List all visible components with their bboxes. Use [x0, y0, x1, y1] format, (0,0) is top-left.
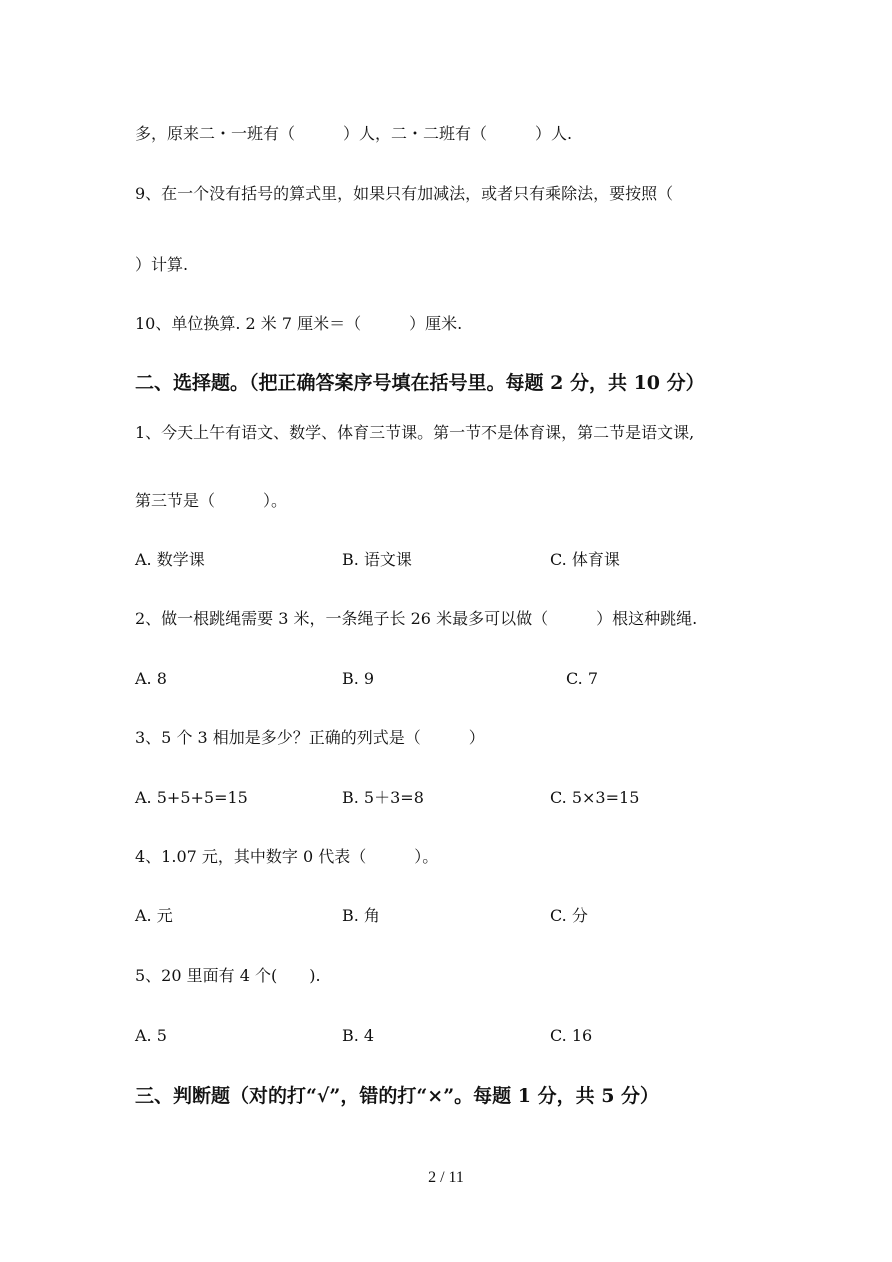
choice-1-option-b: B. 语文课 [342, 550, 412, 569]
choice-3-option-b: B. 5＋3=8 [342, 788, 424, 807]
choice-3-option-c: C. 5×3=15 [550, 788, 640, 807]
choice-4-option-a: A. 元 [135, 906, 173, 925]
choice-1-option-c: C. 体育课 [550, 550, 620, 569]
section-3-heading: 三、判断题（对的打“√”，错的打“×”。每题 1 分，共 5 分） [135, 1085, 660, 1107]
choice-4-option-c: C. 分 [550, 906, 588, 925]
choice-question-2: 2、做一根跳绳需要 3 米，一条绳子长 26 米最多可以做（ ）根这种跳绳. [135, 609, 698, 628]
choice-question-3: 3、5 个 3 相加是多少？正确的列式是（ ） [135, 728, 485, 747]
choice-5-option-a: A. 5 [135, 1026, 167, 1045]
choice-4-option-b: B. 角 [342, 906, 380, 925]
page-number: 2 / 11 [428, 1169, 464, 1186]
choice-1-option-a: A. 数学课 [135, 550, 205, 569]
choice-2-option-c: C. 7 [566, 669, 599, 688]
choice-question-1-line2: 第三节是（ ）。 [135, 491, 288, 510]
choice-question-4: 4、1.07 元，其中数字 0 代表（ ）。 [135, 847, 439, 866]
choice-5-option-b: B. 4 [342, 1026, 375, 1045]
question-9-line1: 9、在一个没有括号的算式里，如果只有加减法，或者只有乘除法，要按照（ [135, 184, 674, 203]
choice-question-5: 5、20 里面有 4 个( ). [135, 966, 321, 985]
choice-5-option-c: C. 16 [550, 1026, 593, 1045]
question-9-line2: ）计算. [135, 255, 189, 274]
question-8-continuation: 多，原来二・一班有（ ）人，二・二班有（ ）人. [135, 124, 573, 143]
choice-3-option-a: A. 5+5+5=15 [135, 788, 248, 807]
question-10: 10、单位换算. 2 米 7 厘米＝（ ）厘米. [135, 314, 463, 333]
choice-2-option-b: B. 9 [342, 669, 375, 688]
choice-question-1-line1: 1、今天上午有语文、数学、体育三节课。第一节不是体育课，第二节是语文课, [135, 423, 695, 442]
choice-2-option-a: A. 8 [135, 669, 167, 688]
section-2-heading: 二、选择题。（把正确答案序号填在括号里。每题 2 分，共 10 分） [135, 372, 705, 394]
